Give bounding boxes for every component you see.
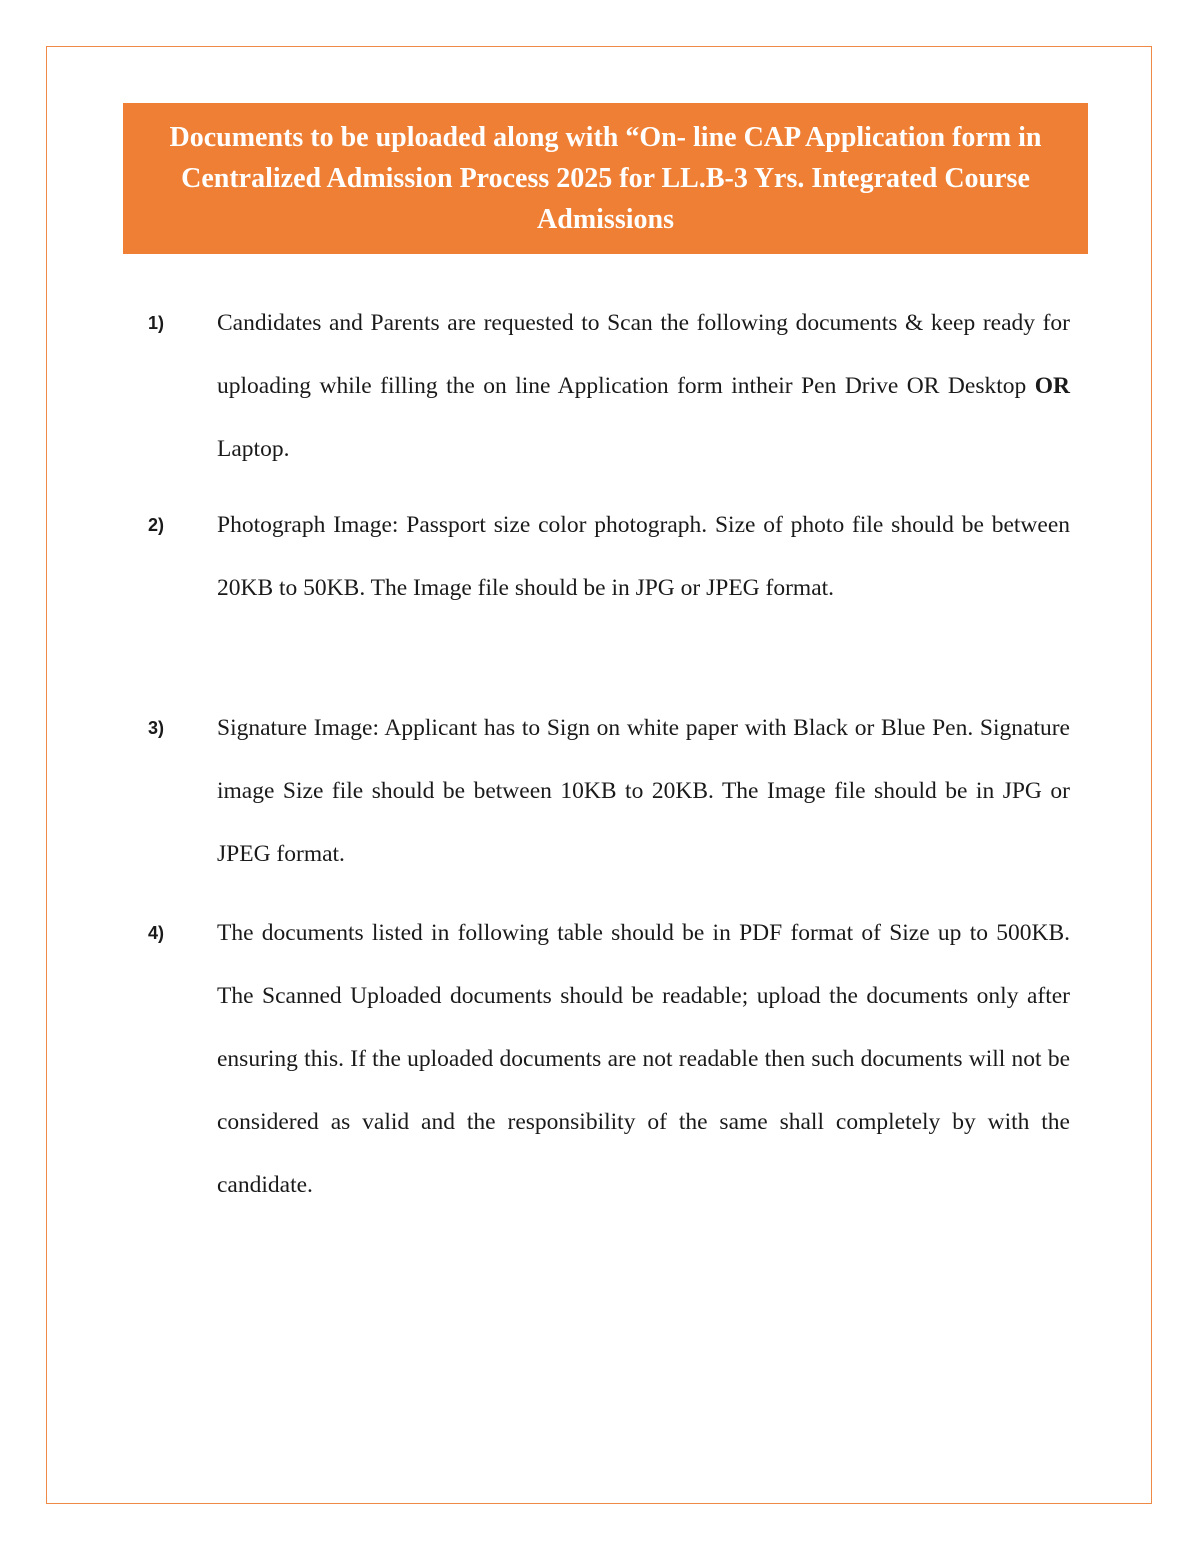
list-item-text-part: Laptop. (217, 436, 290, 462)
list-item-number: 1) (148, 313, 165, 333)
list-item-text: The documents listed in following table should be in PDF format of Size up to 500KB. The Scanned Uploaded documents should be readable; upload the documents only after ensuring this. If the uploaded documents are not readable then such documents will not be considered as valid and the responsibility of the same shall completely by with the candidate. (217, 920, 1070, 1198)
list-item-text: Photograph Image: Passport size color photograph. Size of photo file should be between 20KB to 50KB. The Image file should be in JPG or JPEG format. (217, 512, 1070, 601)
list-item-number: 3) (148, 718, 165, 738)
list-item-number: 2) (148, 515, 165, 535)
list-item-text (217, 292, 1070, 481)
list-item-bold-text: OR (1034, 373, 1070, 399)
list-item-number: 4) (148, 923, 165, 943)
title-banner (123, 103, 1088, 254)
list-item-text: Signature Image: Applicant has to Sign on white paper with Black or Blue Pen. Signature image Size file should be between 10KB to 20KB. The Image file should be in JPG or JPEG format. (217, 715, 1070, 867)
document-title: Documents to be uploaded along with “On- line CAP Application form in Centralized Admission Process 2025 for LL.B-3 Yrs. Integrated Course Admissions (169, 122, 1042, 235)
list-item-text-part: Candidates and Parents are requested to Scan the following documents & keep ready for uploading while filling the on line Application form intheir Pen Drive OR Desktop (217, 310, 1070, 399)
